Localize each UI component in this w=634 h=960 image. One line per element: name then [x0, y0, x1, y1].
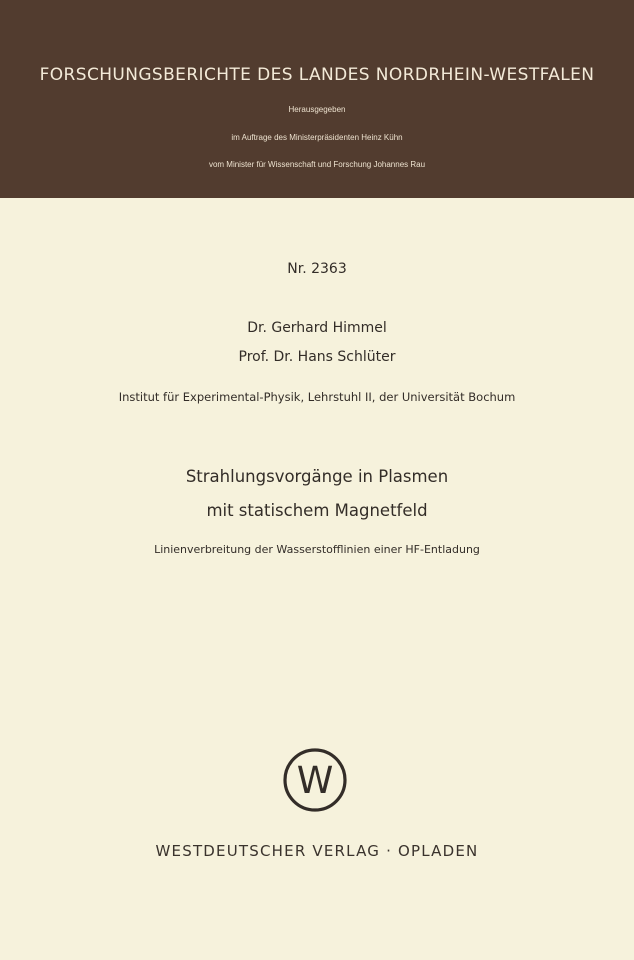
subtitle: Linienverbreitung der Wasserstofflinien einer HF-Entladung [154, 543, 480, 556]
editor-commission: im Auftrage des Ministerpräsidenten Heinz Kühn [231, 133, 403, 142]
editor-note: Herausgegeben [288, 105, 346, 114]
publisher-name: WESTDEUTSCHER VERLAG · OPLADEN [155, 842, 479, 860]
author-1: Dr. Gerhard Himmel [247, 320, 387, 336]
author-2: Prof. Dr. Hans Schlüter [238, 349, 396, 365]
editor-minister: vom Minister für Wissenschaft und Forschung Johannes Rau [208, 160, 426, 169]
title-line-1: Strahlungsvorgänge in Plasmen [185, 467, 449, 486]
series-header-band [0, 0, 634, 198]
title-line-2: mit statischem Magnetfeld [206, 501, 428, 520]
series-title: FORSCHUNGSBERICHTE DES LANDES NORDRHEIN-WESTFALEN [39, 65, 595, 85]
logo-letter: W [296, 759, 334, 802]
publisher-logo [280, 745, 350, 815]
institution: Institut für Experimental-Physik, Lehrstuhl II, der Universität Bochum [118, 390, 516, 404]
report-number: Nr. 2363 [287, 261, 347, 277]
